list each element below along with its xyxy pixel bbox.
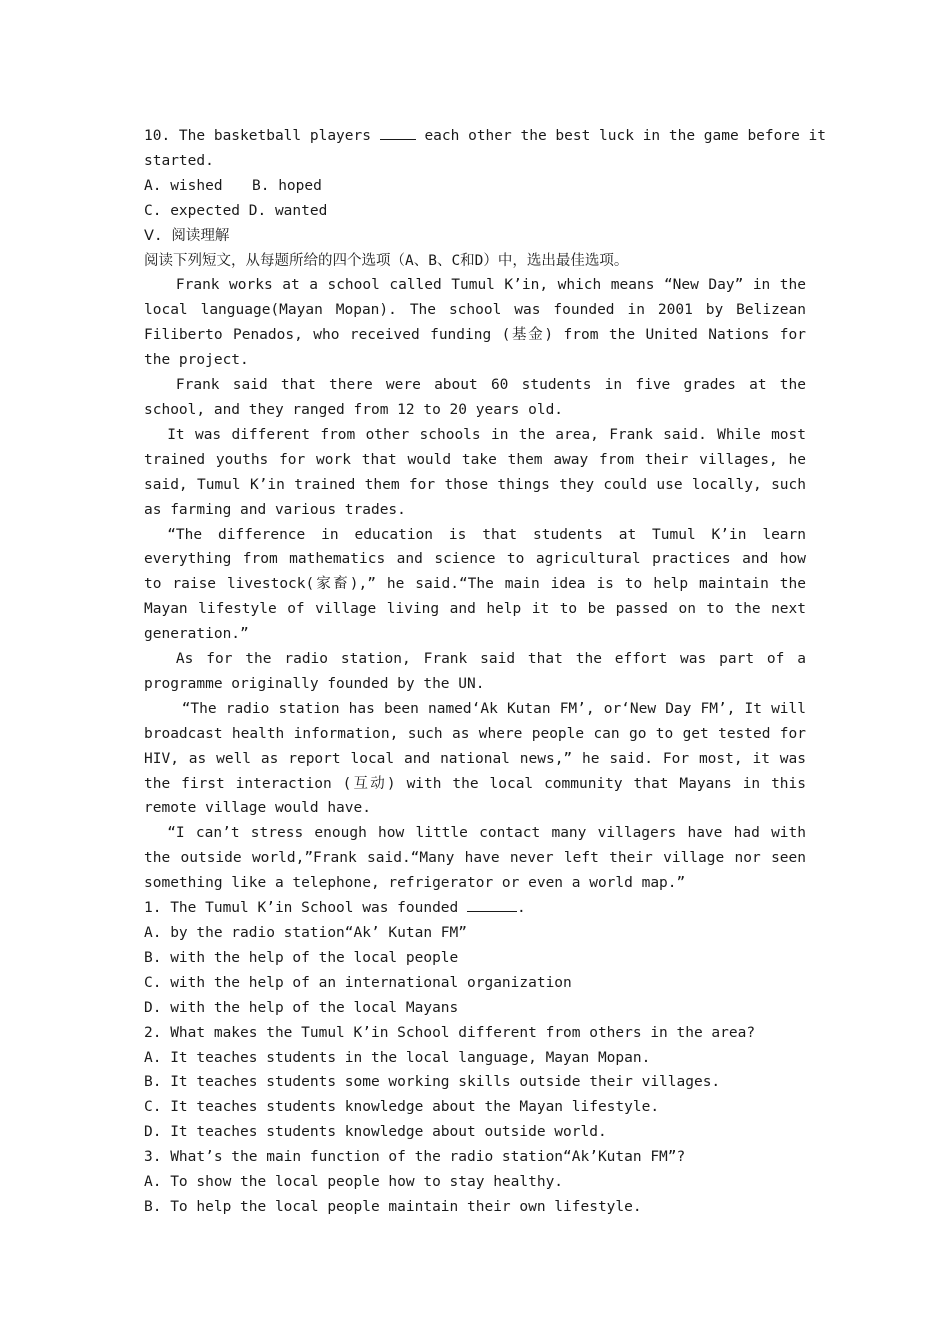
q10-option-d: D. wanted — [248, 202, 328, 219]
q2-option-a: A. It teaches students in the local language, Mayan Mopan. — [144, 1049, 651, 1066]
q2-option-c: C. It teaches students knowledge about the Mayan lifestyle. — [144, 1099, 660, 1116]
passage-paragraph-3: It was different from other schools in the area, Frank said. While most trained youths for work that would take them away from their villages, he said, Tumul K’in trained them for those things they could use locally, such as farming and various trades. — [144, 426, 806, 518]
q1-stem-text: 1. The Tumul K’in School was founded — [144, 900, 459, 917]
q1-option-d: D. with the help of the local Mayans — [144, 999, 459, 1016]
q10-stem — [144, 124, 827, 149]
q10-stem-before: 10. The basketball players — [144, 128, 371, 144]
passage-paragraph-4: “The difference in education is that students at Tumul K’in learn everything from mathematics and science to agricultural practices and how to raise livestock(家畜),” he said.“The main idea is to help maintain the Mayan lifestyle of village living and help it to be passed on to the next generation.” — [144, 526, 806, 643]
passage-paragraph-1: Frank works at a school called Tumul K’in, which means “New Day” in the local language(Mayan Mopan). The school was founded in 2001 by Belizean Filiberto Penados, who received funding (基金) from the United Nations for the project. — [144, 277, 806, 369]
q10-option-a: A. wished — [144, 177, 223, 194]
q2-option-b: B. It teaches students some working skills outside their villages. — [144, 1074, 721, 1091]
passage-paragraph-7: “I can’t stress enough how little contact many villagers have had with the outside world,”Frank said.“Many have never left their village nor seen something like a telephone, refrigerator or even a world map.” — [144, 825, 806, 892]
passage-paragraph-6: “The radio station has been named‘Ak Kutan FM’, or‘New Day FM’, It will broadcast health information, such as where people can go to get tested for HIV, as well as report local and national news,” he said. For most, it was the first interaction (互动) with the local community that Mayans in this remote village would have. — [144, 700, 806, 817]
q1-option-a: A. by the radio station“Ak’ Kutan FM” — [144, 925, 468, 941]
q3-stem: 3. What’s the main function of the radio station“Ak’Kutan FM”? — [144, 1149, 686, 1166]
q1-stem-end: . — [517, 900, 526, 917]
q10-option-c: C. expected — [144, 202, 241, 219]
document-page — [144, 124, 827, 1220]
q2-option-d: D. It teaches students knowledge about outside world. — [144, 1124, 607, 1141]
q10-stem-cont: started. — [144, 152, 214, 169]
q10-option-b: B. hoped — [252, 177, 322, 194]
passage-paragraph-2: Frank said that there were about 60 students in five grades at the school, and they ranged from 12 to 20 years old. — [144, 377, 806, 418]
q1-stem — [144, 896, 806, 921]
q1-option-b: B. with the help of the local people — [144, 949, 459, 966]
q2-stem: 2. What makes the Tumul K’in School different from others in the area? — [144, 1024, 756, 1041]
q10-answer-blank — [380, 125, 416, 140]
q1-answer-blank — [467, 897, 517, 912]
section-instruction: 阅读下列短文，从每题所给的四个选项（A、B、C和D）中，选出最佳选项。 — [144, 252, 629, 269]
q3-option-a: A. To show the local people how to stay healthy. — [144, 1174, 564, 1191]
passage-paragraph-5: As for the radio station, Frank said that the effort was part of a programme originally founded by the UN. — [144, 651, 806, 692]
q10-options-row-2 — [144, 199, 806, 224]
q1-option-c: C. with the help of an international organization — [144, 974, 572, 991]
section-heading: Ⅴ. 阅读理解 — [144, 227, 230, 244]
q10-stem-after: each other the best luck in the game before it — [424, 128, 827, 144]
q10-options-row-1 — [144, 174, 806, 199]
q3-option-b: B. To help the local people maintain their own lifestyle. — [144, 1198, 642, 1215]
